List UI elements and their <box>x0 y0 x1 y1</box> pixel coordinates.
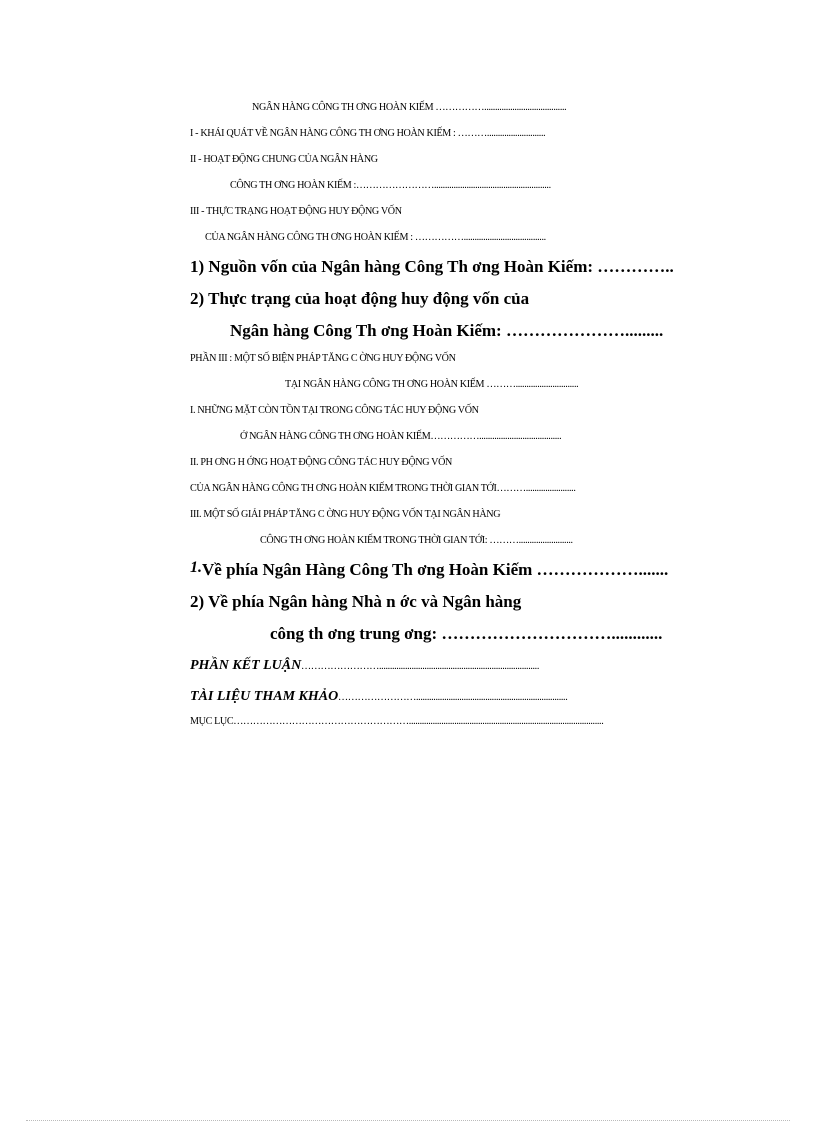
toc-conclusion-title: PHẦN KẾT LUẬN <box>190 658 302 673</box>
toc-references-title: TÀI LIỆU THAM KHẢO <box>190 689 339 704</box>
toc-conclusion-dots: …………………….......................................................................... <box>301 660 540 672</box>
toc-line-section-3-cont: CỦA NGÂN HÀNG CÔNG TH ƠNG HOÀN KIẾM : ……………...................................... <box>205 231 546 243</box>
toc-line-section-1: I - KHÁI QUÁT VỀ NGÂN HÀNG CÔNG TH ƠNG HOÀN KIẾM : ………........................... <box>190 127 546 139</box>
toc-item-number: 1. <box>190 559 202 576</box>
toc-references-dots: ……………………...................................................................... <box>338 691 568 703</box>
toc-line-part-3-ii-cont: CỦA NGÂN HÀNG CÔNG TH ƠNG HOÀN KIẾM TRONG THỜI GIAN TỚI………....................... <box>190 482 576 494</box>
toc-line-bank-name: NGÂN HÀNG CÔNG TH ƠNG HOÀN KIẾM ……………...................................... <box>252 101 567 113</box>
toc-line-item-1: 1) Nguồn vốn của Ngân hàng Công Th ơng Hoàn Kiếm: ………….. <box>190 257 674 276</box>
toc-line-part-3-i-cont: Ở NGÂN HÀNG CÔNG TH ƠNG HOÀN KIẾM……………...................................... <box>240 430 562 442</box>
toc-line-part-3-ii: II. PH ƠNG H ỚNG HOẠT ĐỘNG CÔNG TÁC HUY ĐỘNG VỐN <box>190 456 452 468</box>
toc-line-references <box>190 688 588 704</box>
toc-line-solution-2-cont: công th ơng trung ơng: …………………………............ <box>270 624 663 643</box>
toc-item-text: Về phía Ngân Hàng Công Th ơng Hoàn Kiếm ………………....... <box>202 560 669 579</box>
toc-line-solution-1 <box>190 561 668 579</box>
page-bottom-divider <box>26 1120 790 1121</box>
toc-line-section-2: II - HOẠT ĐỘNG CHUNG CỦA NGÂN HÀNG <box>190 153 378 165</box>
toc-line-item-2: 2) Thực trạng của hoạt động huy động vốn của <box>190 289 530 308</box>
toc-line-solution-2: 2) Về phía Ngân hàng Nhà n ớc và Ngân hàng <box>190 592 522 611</box>
toc-line-part-3-iii-cont: CÔNG TH ƠNG HOÀN KIẾM TRONG THỜI GIAN TỚI: ………......................... <box>260 534 573 546</box>
toc-line-part-3: PHẦN III : MỘT SỐ BIỆN PHÁP TĂNG C ỜNG HUY ĐỘNG VỐN <box>190 352 456 364</box>
toc-line-section-2-cont: CÔNG TH ƠNG HOÀN KIẾM :……………………...................................................... <box>230 179 551 191</box>
toc-line-part-3-i: I. NHỮNG MẶT CÒN TỒN TẠI TRONG CÔNG TÁC HUY ĐỘNG VỐN <box>190 404 479 416</box>
toc-line-part-3-iii: III. MỘT SỐ GIẢI PHÁP TĂNG C ỜNG HUY ĐỘNG VỐN TẠI NGÂN HÀNG <box>190 508 501 520</box>
toc-line-part-3-cont: TẠI NGÂN HÀNG CÔNG TH ƠNG HOÀN KIẾM ………............................. <box>285 378 579 390</box>
toc-line-section-3: III - THỰC TRẠNG HOẠT ĐỘNG HUY ĐỘNG VỐN <box>190 205 402 217</box>
toc-line-conclusion <box>190 657 560 673</box>
toc-line-contents: MỤC LỤC……………………………………………….......................................................................................... <box>190 715 604 727</box>
toc-line-item-2-cont: Ngân hàng Công Th ơng Hoàn Kiếm: …………………......... <box>230 321 664 340</box>
